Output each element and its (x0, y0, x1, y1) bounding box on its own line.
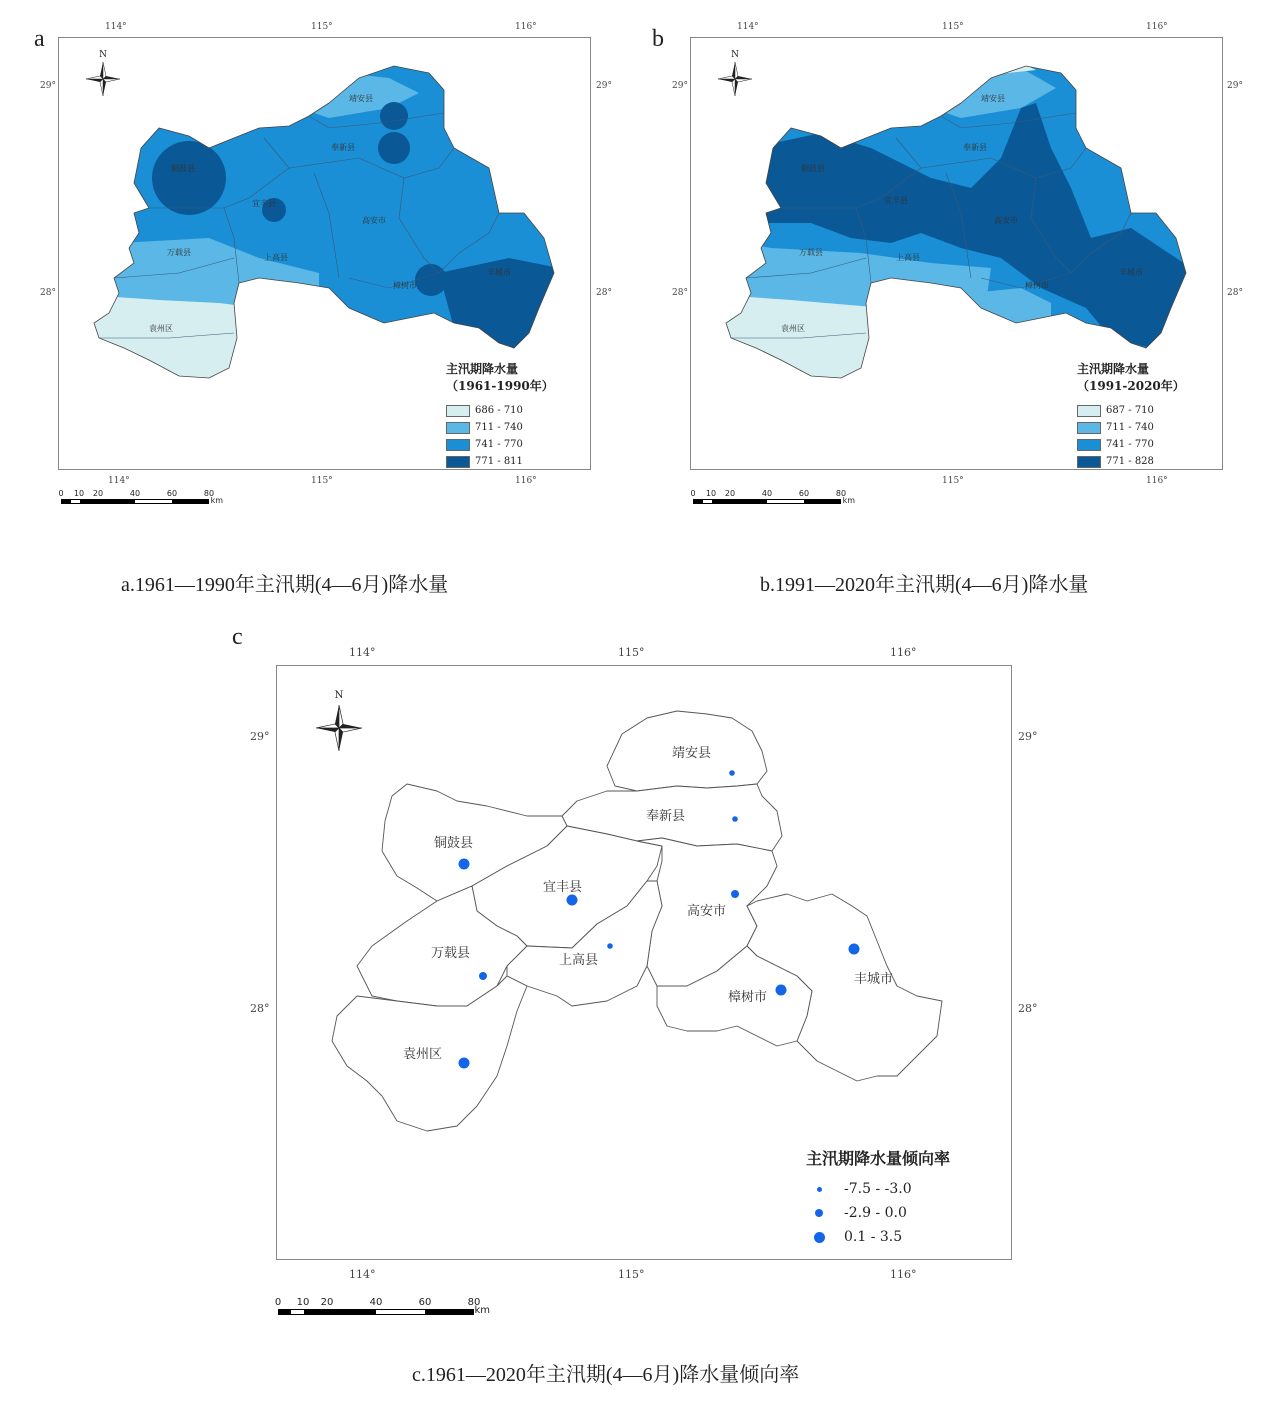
panel-a-label-shanggao: 上高县 (264, 253, 288, 262)
panel-c-lon-top-114: 114° (349, 646, 376, 659)
station-yifeng-trend-dot (567, 895, 578, 906)
scale-label: 0 (274, 1297, 282, 1308)
panel-b-legend-swatch (1077, 439, 1101, 451)
panel-b-letter: b (652, 26, 664, 52)
panel-a-lat-left-28: 28° (40, 288, 56, 298)
panel-b-lon-top-114: 114° (737, 22, 759, 32)
scale-label: 10 (73, 489, 85, 498)
panel-a-lat-left-29: 29° (40, 81, 56, 91)
panel-b-legend-row (1077, 453, 1185, 470)
panel-a-lon-top-114: 114° (105, 22, 127, 32)
panel-a-label-fengxin: 奉新县 (331, 143, 355, 152)
panel-b-legend-row (1077, 419, 1185, 436)
legend-dot-large (814, 1232, 825, 1243)
panel-a-legend-swatch (446, 405, 470, 417)
panel-c-lon-top-115: 115° (618, 646, 645, 659)
panel-b-label-yuanzhou: 袁州区 (781, 324, 805, 333)
panel-c-legend-row (806, 1201, 950, 1225)
scale-label: 80 (467, 1297, 481, 1308)
panel-a-lon-bottom-115: 115° (311, 476, 333, 486)
station-yuanzhou-trend-dot (459, 1058, 470, 1069)
panel-a-lon-top-115: 115° (311, 22, 333, 32)
panel-a-lat-right-28: 28° (596, 288, 612, 298)
panel-a-lat-right-29: 29° (596, 81, 612, 91)
station-wanzai-trend-dot (479, 972, 487, 980)
panel-a-letter: a (34, 26, 45, 52)
panel-a-label-zhangshu: 樟树市 (393, 281, 417, 290)
legend-dot-small (817, 1187, 822, 1192)
panel-b-legend-title: 主汛期降水量 (1077, 362, 1150, 376)
panel-a-label-fengcheng: 丰城市 (487, 268, 511, 277)
panel-b-label-tonggu: 铜鼓县 (801, 164, 825, 173)
panel-a-label-yifeng: 宜丰县 (252, 199, 276, 208)
scale-label: 20 (92, 489, 104, 498)
panel-b-legend-swatch (1077, 422, 1101, 434)
panel-b-legend-swatch (1077, 456, 1101, 468)
panel-b-lat-right-28: 28° (1227, 288, 1243, 298)
panel-a-legend-swatch (446, 422, 470, 434)
panel-a-legend-label: 711 - 740 (475, 422, 523, 433)
panel-a-compass-icon (86, 50, 120, 96)
panel-b-compass-icon (718, 50, 752, 96)
panel-c-legend-label: 0.1 - 3.5 (844, 1229, 903, 1245)
panel-c-caption: c.1961—2020年主汛期(4—6月)降水量倾向率 (412, 1364, 800, 1386)
scale-label: 60 (798, 489, 810, 498)
scale-label: 80 (835, 489, 847, 498)
panel-c-compass-icon (316, 690, 362, 751)
panel-a-legend-swatch (446, 456, 470, 468)
panel-c-scalebar (274, 1297, 490, 1316)
panel-a-legend-swatch (446, 439, 470, 451)
panel-c-legend-row (806, 1225, 950, 1249)
station-fengxin-trend-dot (732, 816, 738, 822)
panel-a-legend-row (446, 402, 554, 419)
panel-c-lon-top-116: 116° (890, 646, 917, 659)
panel-a-lon-top-116: 116° (515, 22, 537, 32)
panel-c-label-zhangshu: 樟树市 (728, 990, 768, 1005)
panel-c-lon-bottom-116: 116° (890, 1268, 917, 1281)
station-fengcheng-trend-dot (849, 944, 860, 955)
panel-c-scale-unit: km (474, 1305, 490, 1316)
panel-a-legend-label: 686 - 710 (475, 405, 523, 416)
panel-c-label-jingan: 靖安县 (672, 746, 712, 761)
panel-b-label-wanzai: 万载县 (799, 248, 823, 257)
panel-b-scalebar (690, 489, 855, 505)
panel-c-legend-row (806, 1177, 950, 1201)
panel-c-label-yifeng: 宜丰县 (543, 880, 583, 895)
panel-a-legend (446, 360, 554, 470)
panel-c-label-shanggao: 上高县 (559, 953, 599, 968)
panel-c-label-fengxin: 奉新县 (646, 809, 686, 824)
panel-b-label-gaoan: 高安市 (994, 216, 1018, 225)
panel-b-label-shanggao: 上高县 (896, 253, 920, 262)
panel-a-legend-label: 771 - 811 (475, 456, 523, 467)
panel-c-legend-label: -2.9 - 0.0 (844, 1205, 907, 1221)
panel-b-legend-row (1077, 436, 1185, 453)
panel-b-legend-swatch (1077, 405, 1101, 417)
panel-a-legend-row (446, 453, 554, 470)
station-zhangshu-trend-dot (776, 985, 787, 996)
panel-a-legend-subtitle: （1961-1990年） (446, 379, 554, 393)
panel-b-lon-top-116: 116° (1146, 22, 1168, 32)
panel-c-lat-right-29: 29° (1018, 730, 1038, 743)
panel-a-compass-n-label: N (99, 50, 107, 60)
scale-label: 20 (320, 1297, 334, 1308)
panel-c-letter: c (232, 624, 243, 650)
panel-a-label-tonggu: 铜鼓县 (171, 164, 195, 173)
panel-a-legend-label: 741 - 770 (475, 439, 523, 450)
panel-b-label-fengcheng: 丰城市 (1119, 268, 1143, 277)
panel-a-legend-title: 主汛期降水量 (446, 362, 519, 376)
panel-b-legend-label: 711 - 740 (1106, 422, 1154, 433)
panel-a-caption: a.1961—1990年主汛期(4—6月)降水量 (121, 574, 449, 596)
station-shanggao-trend-dot (607, 943, 613, 949)
panel-a-lon-bottom-114: 114° (108, 476, 130, 486)
panel-b-label-zhangshu: 樟树市 (1025, 281, 1049, 290)
panel-c-legend (806, 1146, 950, 1249)
panel-a-legend-row (446, 436, 554, 453)
panel-b-legend-subtitle: （1991-2020年） (1077, 379, 1185, 393)
panel-b-caption: b.1991—2020年主汛期(4—6月)降水量 (760, 574, 1089, 596)
panel-a-scale-unit: km (210, 496, 223, 505)
panel-c-lat-left-28: 28° (250, 1002, 270, 1015)
panel-a-label-gaoan: 高安市 (362, 216, 386, 225)
panel-c-label-wanzai: 万载县 (431, 946, 471, 961)
panel-b-lat-right-29: 29° (1227, 81, 1243, 91)
panel-a-label-jingan: 靖安县 (349, 94, 373, 103)
panel-b-legend (1077, 360, 1185, 470)
panel-c-label-gaoan: 高安市 (687, 904, 727, 919)
scale-label: 40 (129, 489, 141, 498)
panel-b-lon-top-115: 115° (942, 22, 964, 32)
panel-a-legend-row (446, 419, 554, 436)
panel-c-lat-left-29: 29° (250, 730, 270, 743)
panel-b-lon-bottom-116: 116° (1146, 476, 1168, 486)
legend-dot-medium (815, 1209, 823, 1217)
station-jingan-trend-dot (729, 770, 735, 776)
panel-c-label-yuanzhou: 袁州区 (403, 1047, 443, 1062)
panel-b-legend-label: 741 - 770 (1106, 439, 1154, 450)
panel-a-lon-bottom-116: 116° (515, 476, 537, 486)
panel-b-lat-left-28: 28° (672, 288, 688, 298)
panel-c-compass-n-label: N (334, 690, 344, 701)
panel-b-label-fengxin: 奉新县 (963, 143, 987, 152)
station-gaoan-trend-dot (731, 890, 739, 898)
panel-a-scalebar (58, 489, 223, 505)
panel-b-lat-left-29: 29° (672, 81, 688, 91)
scale-label: 0 (58, 489, 64, 498)
station-tonggu-trend-dot (459, 859, 470, 870)
panel-c-label-fengcheng: 丰城市 (854, 972, 894, 987)
panel-b-legend-label: 687 - 710 (1106, 405, 1154, 416)
scale-label: 10 (705, 489, 717, 498)
panel-b-compass-n-label: N (731, 50, 739, 60)
panel-b-legend-label: 771 - 828 (1106, 456, 1154, 467)
panel-c-lon-bottom-114: 114° (349, 1268, 376, 1281)
panel-b-label-jingan: 靖安县 (981, 94, 1005, 103)
panel-c-legend-label: -7.5 - -3.0 (844, 1181, 912, 1197)
panel-c-legend-title: 主汛期降水量倾向率 (806, 1149, 951, 1168)
scale-label: 40 (369, 1297, 383, 1308)
scale-label: 60 (166, 489, 178, 498)
scale-label: 80 (203, 489, 215, 498)
panel-b-scale-unit: km (842, 496, 855, 505)
scale-label: 0 (690, 489, 696, 498)
panel-c-lat-right-28: 28° (1018, 1002, 1038, 1015)
panel-b-label-yifeng: 宜丰县 (884, 196, 908, 205)
scale-label: 60 (418, 1297, 432, 1308)
panel-c-label-tonggu: 铜鼓县 (434, 836, 474, 851)
panel-b-legend-row (1077, 402, 1185, 419)
scale-label: 20 (724, 489, 736, 498)
panel-a-label-wanzai: 万载县 (167, 248, 191, 257)
panel-a-label-yuanzhou: 袁州区 (149, 324, 173, 333)
panel-b-lon-bottom-115: 115° (942, 476, 964, 486)
panel-c-lon-bottom-115: 115° (618, 1268, 645, 1281)
scale-label: 10 (296, 1297, 310, 1308)
scale-label: 40 (761, 489, 773, 498)
